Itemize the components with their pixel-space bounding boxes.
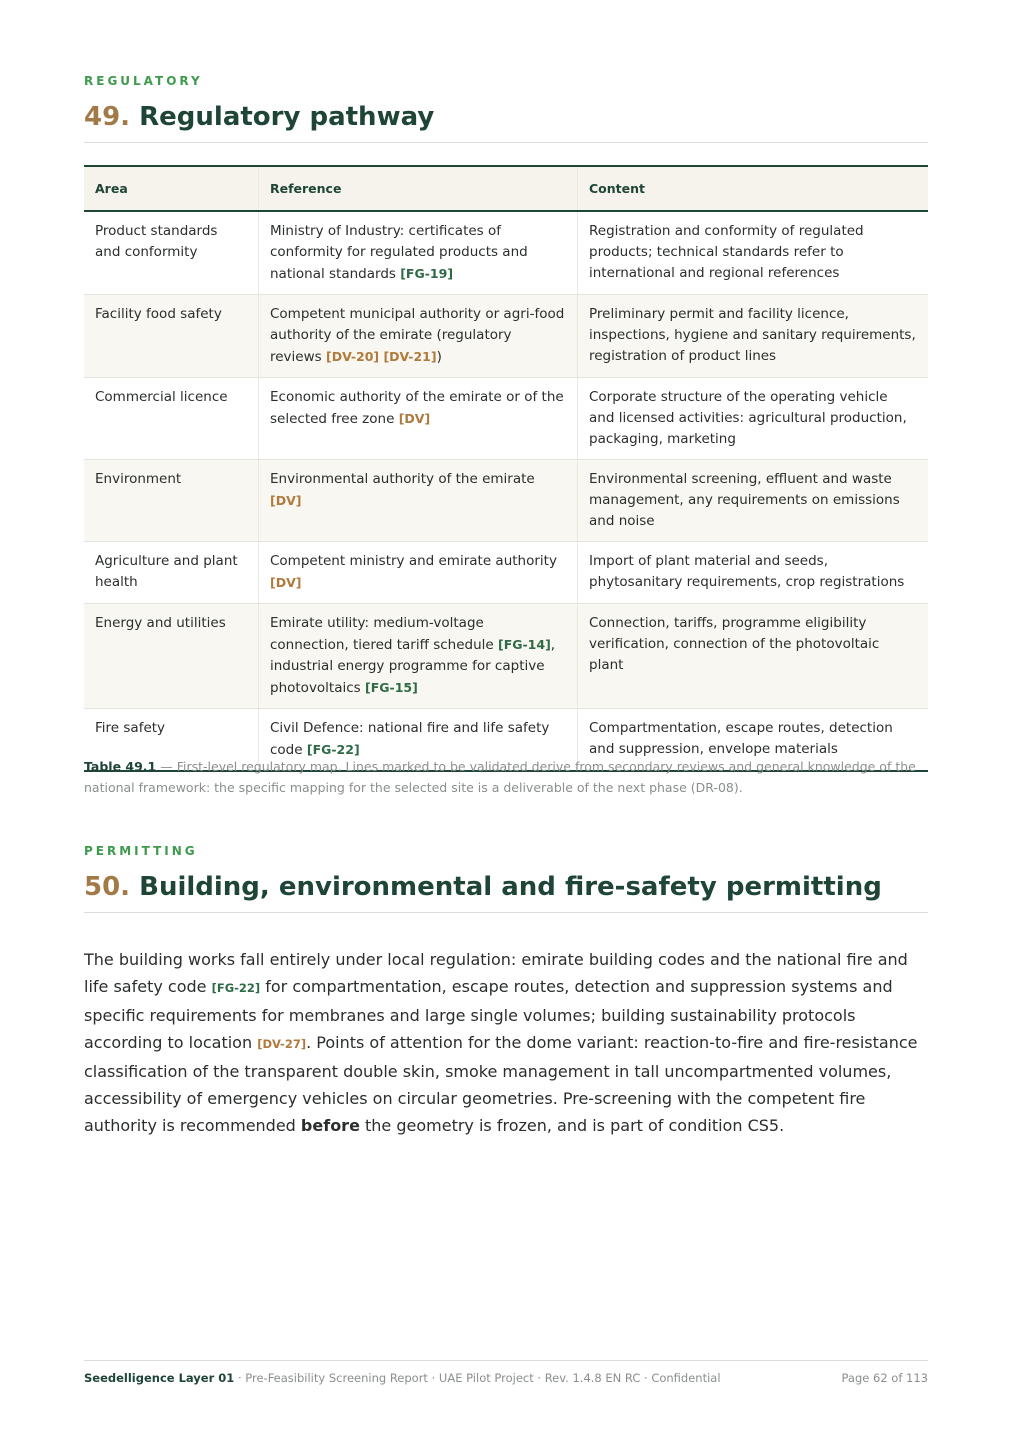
citation-ref: [FG-22] (211, 981, 261, 995)
regulatory-table (84, 165, 928, 772)
cell-content: Corporate structure of the operating vehicle and licensed activities: agricultural production, packaging, marketing (578, 378, 929, 460)
emphasis-text: before (300, 1116, 360, 1135)
footer-left (84, 1371, 721, 1385)
cell-content: Environmental screening, effluent and waste management, any requirements on emissions and noise (578, 460, 929, 542)
footer-meta: · Pre-Feasibility Screening Report · UAE Pilot Project · Rev. 1.4.8 EN RC · Confidential (234, 1371, 721, 1385)
text-run: for compartmentation, escape routes, detection and suppression systems and specific requirements for membranes and large single volumes; building sustainability protocols according to location (84, 977, 893, 1052)
text-run: the geometry is frozen, and is part of condition CS5. (359, 1116, 785, 1135)
section-title: Building, environmental and fire-safety permitting (139, 872, 882, 902)
cell-area: Agriculture and plant health (84, 542, 259, 604)
footer-brand: Seedelligence Layer 01 (84, 1371, 235, 1385)
text-run: Competent ministry and emirate authority (270, 553, 557, 569)
section-title: Regulatory pathway (139, 102, 435, 132)
citation-ref: [FG-22] (306, 742, 360, 757)
text-run: The building works fall entirely under local regulation: emirate building codes and the national fire and life safety code (84, 950, 908, 996)
citation-ref: [DV] (270, 575, 302, 590)
citation-ref: [DV] (398, 411, 431, 426)
table-row (84, 604, 928, 709)
cell-reference (259, 604, 578, 709)
column-header-content: Content (578, 166, 929, 211)
text-run: Economic authority of the emirate or of the selected free zone (270, 389, 564, 427)
cell-reference (259, 378, 578, 460)
cell-content: Preliminary permit and facility licence, inspections, hygiene and sanitary requirements, registration of product lines (578, 295, 929, 378)
cell-reference (259, 460, 578, 542)
section-heading (84, 102, 928, 143)
cell-area: Facility food safety (84, 295, 259, 378)
section-number: 49. (84, 102, 131, 132)
table-header-row (84, 166, 928, 211)
cell-area: Commercial licence (84, 378, 259, 460)
table-row (84, 460, 928, 542)
citation-ref: [DV-21] (383, 349, 437, 364)
cell-content: Connection, tariffs, programme eligibility verification, connection of the photovoltaic plant (578, 604, 929, 709)
text-run: . Points of attention for the dome variant: reaction-to-fire and fire-resistance classification of the transparent double skin, smoke management in tall uncompartmented volumes, accessibility of emergency vehicles on circular geometries. Pre-screening with the competent fire authority is recommended (84, 1033, 918, 1135)
citation-ref: [DV-27] (257, 1037, 307, 1051)
cell-area: Environment (84, 460, 259, 542)
cell-reference (259, 211, 578, 295)
citation-ref: [DV] (270, 493, 302, 508)
column-header-reference: Reference (259, 166, 578, 211)
citation-ref: [DV-20] (325, 349, 380, 364)
caption-text: — First-level regulatory map. Lines marked to be validated derive from secondary reviews and general knowledge of the national framework: the specific mapping for the selected site is a deliverable of the next phase (DR-08). (84, 759, 916, 795)
section-eyebrow: PERMITTING (84, 844, 198, 858)
column-header-area: Area (84, 166, 259, 211)
text-run: Competent municipal authority or agri-food authority of the emirate (regulatory reviews (270, 306, 565, 365)
text-run: Emirate utility: medium-voltage connection, tiered tariff schedule (270, 615, 498, 653)
text-run: , industrial energy programme for captive photovoltaics (270, 637, 556, 696)
cell-reference (259, 295, 578, 378)
cell-reference (259, 542, 578, 604)
text-run: Environmental authority of the emirate (270, 471, 535, 487)
text-run: ) (436, 349, 442, 365)
cell-content: Registration and conformity of regulated products; technical standards refer to international and regional references (578, 211, 929, 295)
text-run: Ministry of Industry: certificates of conformity for regulated products and national standards (270, 223, 528, 282)
cell-area: Product standards and conformity (84, 211, 259, 295)
citation-ref: [FG-15] (365, 680, 418, 695)
citation-ref: [FG-14] (497, 637, 551, 652)
table-caption (84, 756, 928, 798)
table-row (84, 542, 928, 604)
table-row (84, 378, 928, 460)
page-footer (84, 1360, 928, 1385)
table-row (84, 211, 928, 295)
cell-content: Compartmentation, escape routes, detection and suppression, envelope materials (578, 709, 929, 772)
text-run: Civil Defence: national fire and life safety code (270, 720, 550, 758)
cell-area: Energy and utilities (84, 604, 259, 709)
table-row (84, 295, 928, 378)
body-paragraph (84, 946, 932, 1139)
citation-ref: [FG-19] (400, 266, 454, 281)
cell-area: Fire safety (84, 709, 259, 772)
caption-label: Table 49.1 (84, 759, 157, 774)
table-body (84, 211, 928, 771)
section-eyebrow: REGULATORY (84, 74, 203, 88)
section-heading (84, 872, 928, 913)
cell-content: Import of plant material and seeds, phytosanitary requirements, crop registrations (578, 542, 929, 604)
page-number: Page 62 of 113 (841, 1371, 928, 1385)
section-number: 50. (84, 872, 131, 902)
